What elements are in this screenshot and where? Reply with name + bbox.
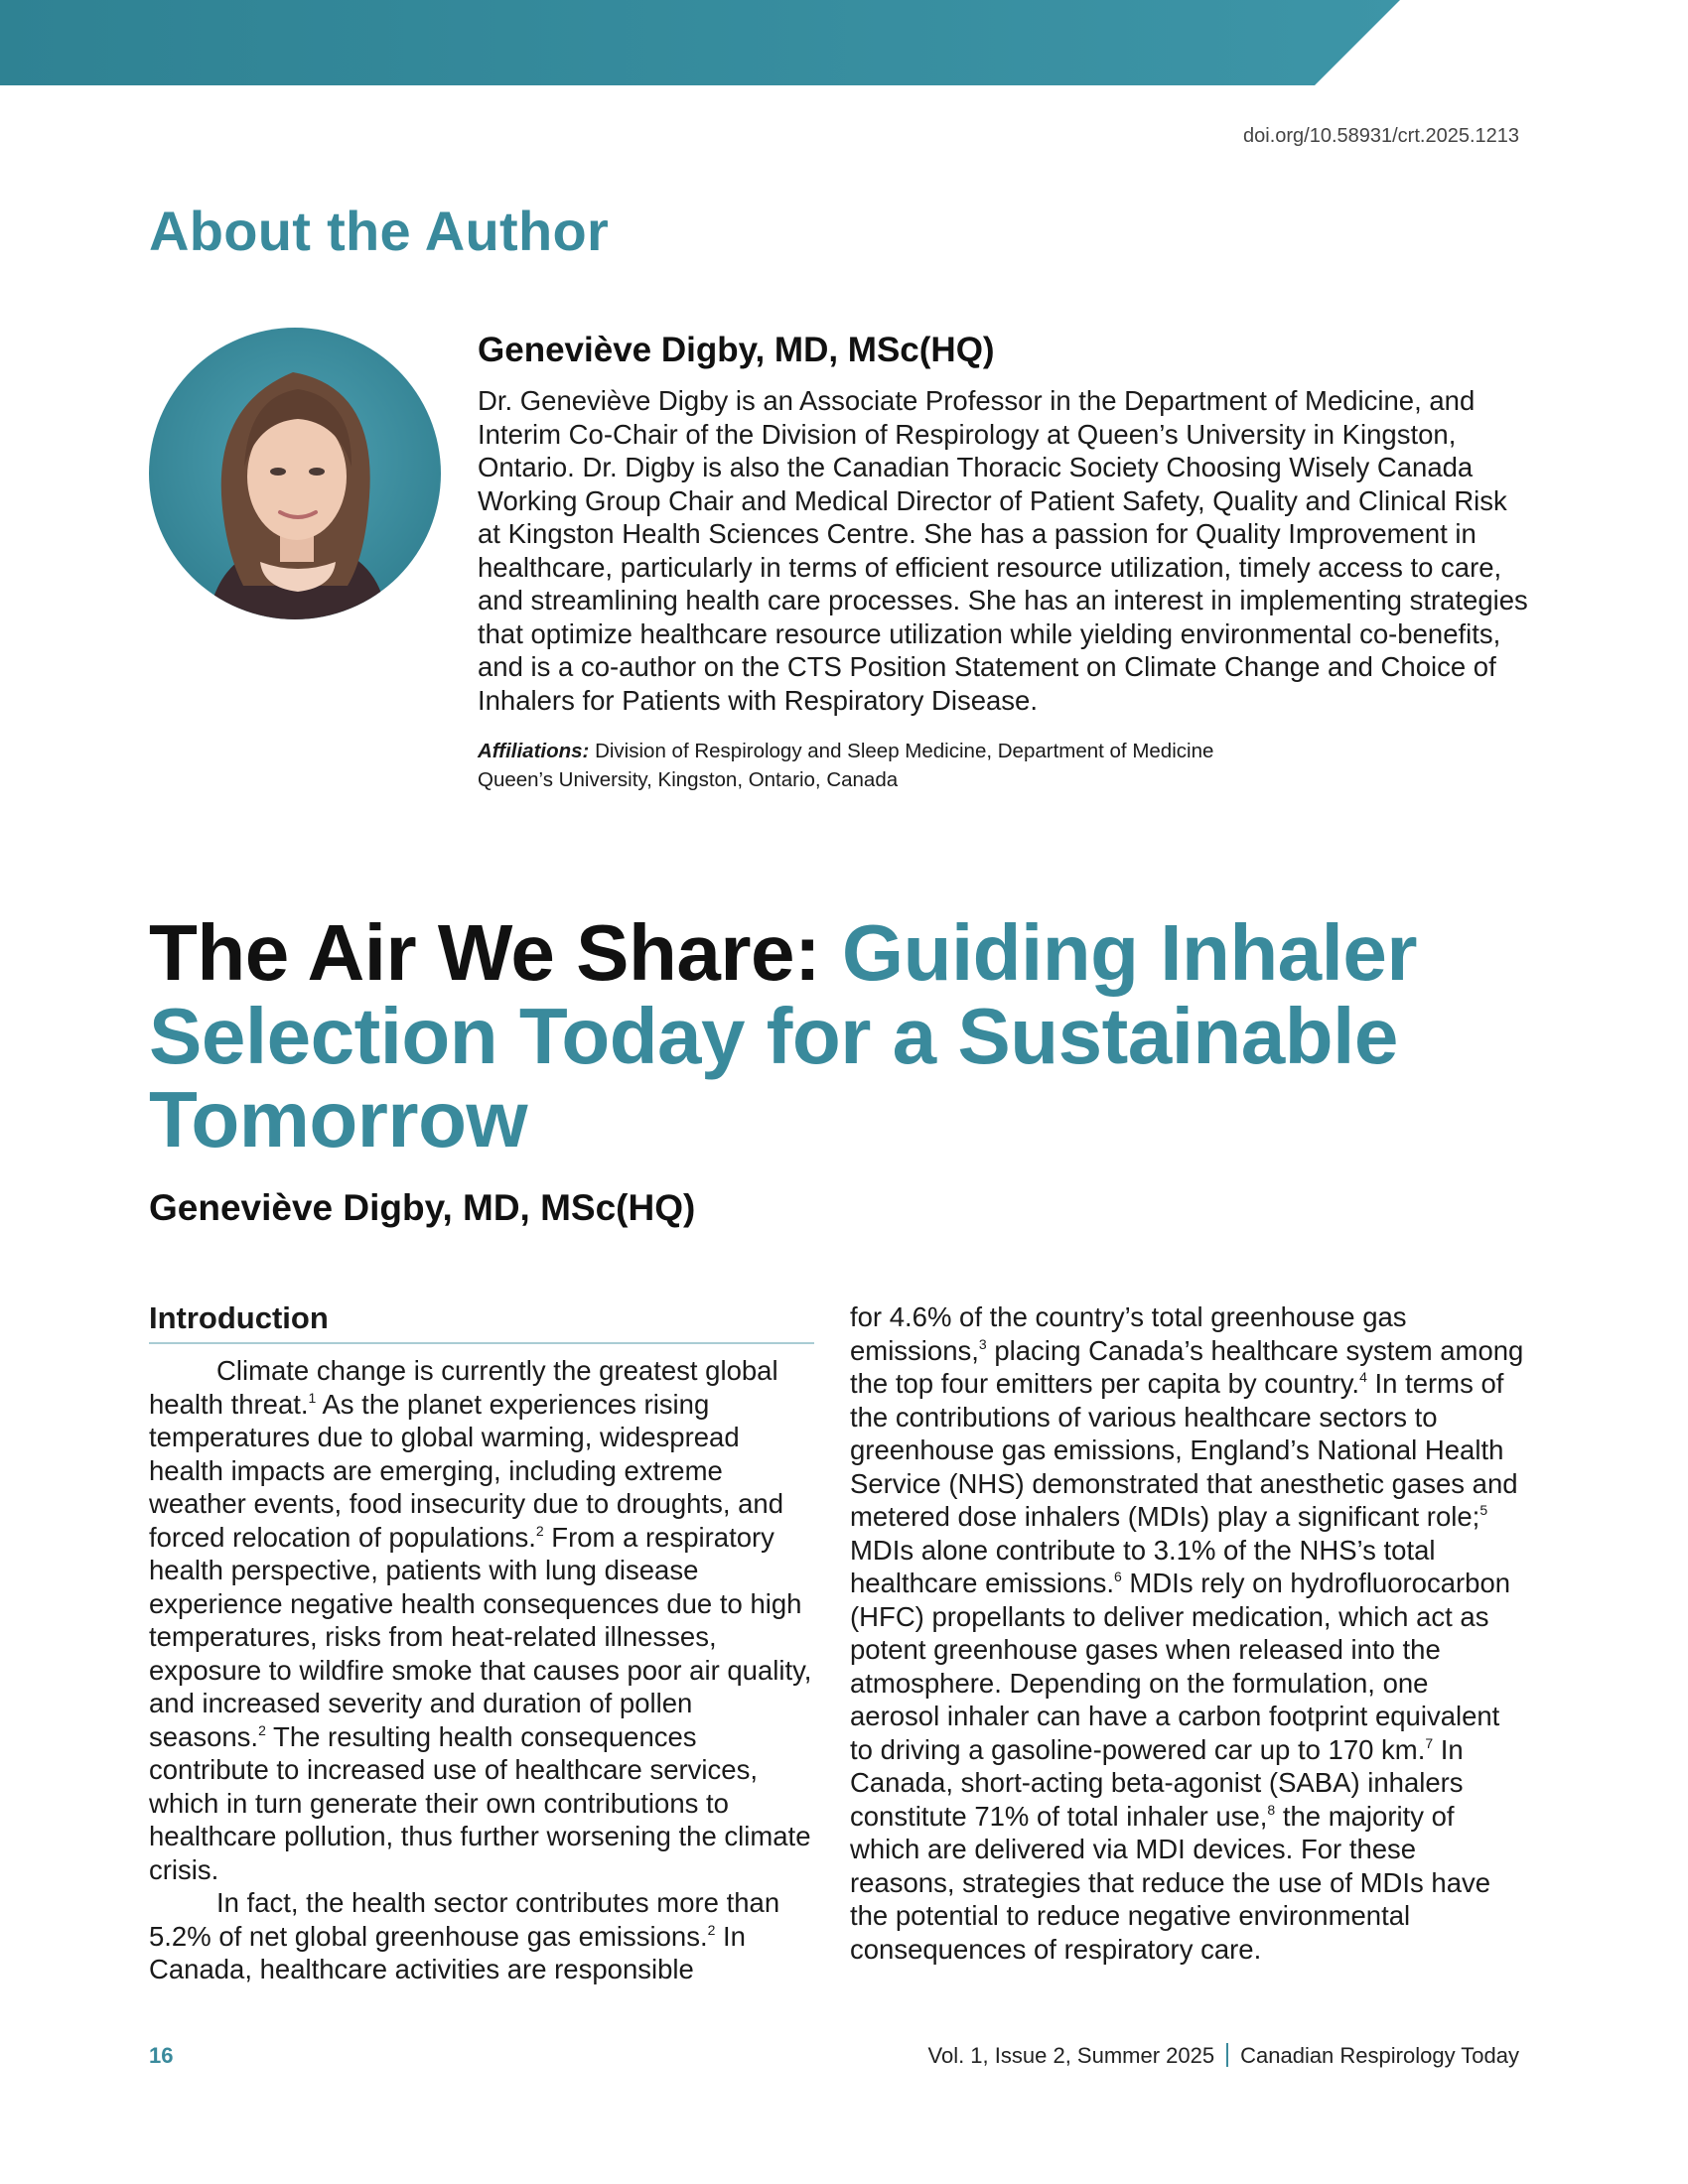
affiliations bbox=[478, 737, 1530, 794]
right-column bbox=[850, 1300, 1525, 1966]
reference-marker[interactable]: 2 bbox=[535, 1522, 544, 1539]
doi-link[interactable]: doi.org/10.58931/crt.2025.1213 bbox=[1243, 125, 1519, 147]
reference-marker[interactable]: 1 bbox=[308, 1389, 317, 1406]
article-byline: Geneviève Digby, MD, MSc(HQ) bbox=[149, 1187, 696, 1228]
author-name: Geneviève Digby, MD, MSc(HQ) bbox=[478, 331, 995, 369]
footer-divider bbox=[1226, 2043, 1228, 2067]
author-portrait-icon bbox=[149, 328, 441, 619]
paragraph-2-start: In fact, the health sector contributes more than 5.2% of net global greenhouse gas emissions.$^2$ In Canada, healthcare activities are responsible bbox=[149, 1887, 780, 1984]
affiliations-line-1: Division of Respirology and Sleep Medicine, Department of Medicine bbox=[595, 740, 1214, 762]
affiliations-label: Affiliations: bbox=[478, 740, 590, 762]
journal-footer bbox=[928, 2043, 1520, 2069]
reference-marker[interactable]: 7 bbox=[1425, 1734, 1434, 1751]
header-band bbox=[0, 0, 1400, 85]
paragraph-2-continued: for 4.6% of the country’s total greenhouse gas emissions,$^3$ placing Canada’s healthcare system among the top four emitters per capita by country.$^4$ In terms of the contributions of various healthcare sectors to greenhouse gas emissions, England’s National Health Service (NHS) demonstrated that anesthetic gases and metered dose inhalers (MDIs) play a significant role;$^5$ MDIs alone contribute to 3.1% of the NHS’s total healthcare emissions.$^6$ MDIs rely on hydrofluorocarbon (HFC) propellants to deliver medication, which act as potent greenhouse gases when released into the atmosphere. Depending on the formulation, one aerosol inhaler can have a carbon footprint equivalent to driving a gasoline-powered car up to 170 km.$^7$ In Canada, short-acting beta-agonist (SABA) inhalers constitute 71% of total inhaler use,$^8$ the majority of which are delivered via MDI devices. For these reasons, strategies that reduce the use of MDIs have the potential to reduce negative environmental consequences of respiratory care. bbox=[850, 1301, 1524, 1965]
reference-marker[interactable]: 3 bbox=[978, 1335, 987, 1352]
affiliations-line-2: Queen’s University, Kingston, Ontario, Canada bbox=[478, 768, 899, 791]
reference-marker[interactable]: 5 bbox=[1479, 1502, 1488, 1518]
paragraph-1: Climate change is currently the greatest global health threat.$^1$ As the planet experiences rising temperatures due to global warming, widespread health impacts are emerging, including extreme weather events, food insecurity due to droughts, and forced relocation of populations.$^2$ From a respiratory health perspective, patients with lung disease experience negative health consequences due to high temperatures, risks from heat-related illnesses, exposure to wildfire smoke that causes poor air quality, and increased severity and duration of pollen seasons.$^2$ The resulting health consequences contribute to increased use of healthcare services, which in turn generate their own contributions to healthcare pollution, thus further worsening the climate crisis. bbox=[149, 1355, 812, 1885]
section-heading-introduction: Introduction bbox=[149, 1300, 814, 1344]
left-column bbox=[149, 1300, 814, 1986]
page-number: 16 bbox=[149, 2043, 174, 2068]
journal-name: Canadian Respirology Today bbox=[1240, 2043, 1519, 2068]
author-bio-text: Dr. Geneviève Digby is an Associate Professor in the Department of Medicine, and Interim Co-Chair of the Division of Respirology at Queen’s University in Kingston, Ontario. Dr. Digby is also the Canadian Thoracic Society Choosing Wisely Canada Working Group Chair and Medical Director of Patient Safety, Quality and Clinical Risk at Kingston Health Sciences Centre. She has a passion for Quality Improvement in healthcare, particularly in terms of efficient resource utilization, timely access to care, and streamlining health care processes. She has an interest in implementing strategies that optimize healthcare resource utilization while yielding environmental co-benefits, and is a co-author on the CTS Position Statement on Climate Change and Choice of Inhalers for Patients with Respiratory Disease. bbox=[478, 385, 1528, 716]
reference-marker[interactable]: 8 bbox=[1267, 1801, 1276, 1818]
about-author-heading: About the Author bbox=[149, 200, 610, 262]
reference-marker[interactable]: 2 bbox=[707, 1921, 716, 1938]
reference-marker[interactable]: 4 bbox=[1359, 1369, 1367, 1385]
author-bio-block bbox=[478, 331, 1530, 794]
article-title-part-2: Guiding Inhaler Selection Today for a Sustainable Tomorrow bbox=[149, 908, 1418, 1163]
article-title-part-1: The Air We Share: bbox=[149, 908, 842, 997]
reference-marker[interactable]: 6 bbox=[1113, 1569, 1122, 1584]
issue-info: Vol. 1, Issue 2, Summer 2025 bbox=[927, 2043, 1215, 2068]
reference-marker[interactable]: 2 bbox=[258, 1721, 266, 1738]
article-title bbox=[149, 908, 1559, 1163]
